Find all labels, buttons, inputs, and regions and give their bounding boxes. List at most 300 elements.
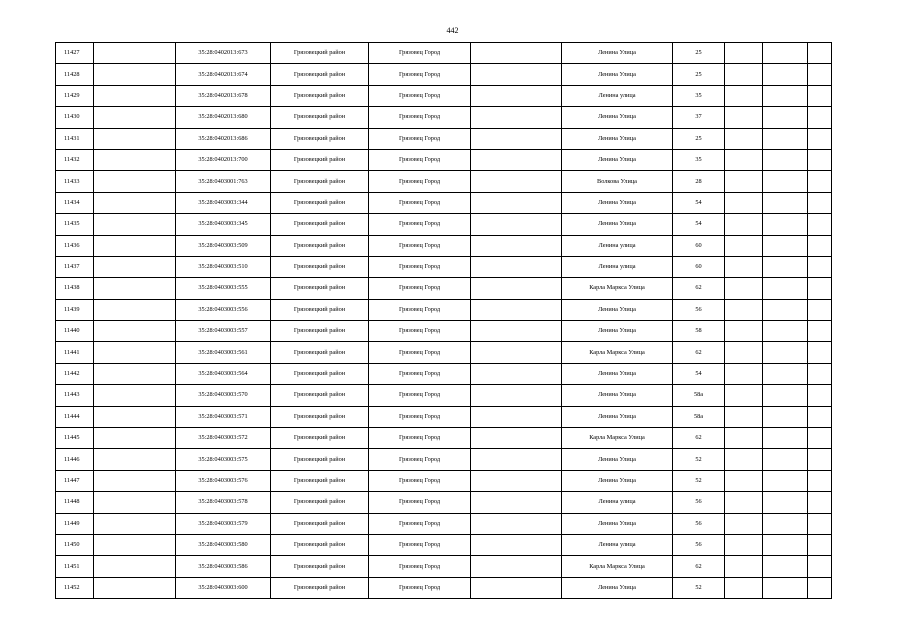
- cell-cadastral-number: 35:28:0403003:510: [176, 256, 271, 277]
- cell-street: Карла Маркса Улица: [562, 556, 673, 577]
- cell-district: Грязовецкий район: [271, 235, 369, 256]
- cell-blank-col: [94, 321, 176, 342]
- cell-blank-col-2: [471, 363, 562, 384]
- cell-extra-col-1: [725, 64, 763, 85]
- cell-blank-col: [94, 385, 176, 406]
- cell-settlement: Грязовец Город: [369, 278, 471, 299]
- cell-district: Грязовецкий район: [271, 428, 369, 449]
- cell-extra-col-1: [725, 214, 763, 235]
- cell-extra-col-3: [808, 363, 832, 384]
- table-row: [56, 171, 832, 192]
- cell-cadastral-number: 35:28:0403003:571: [176, 406, 271, 427]
- cell-cadastral-number: 35:28:0403003:600: [176, 577, 271, 598]
- cell-cadastral-number: 35:28:0402013:680: [176, 107, 271, 128]
- cell-cadastral-number: 35:28:0403003:578: [176, 492, 271, 513]
- table-row: [56, 192, 832, 213]
- cell-settlement: Грязовец Город: [369, 406, 471, 427]
- cell-extra-col-2: [763, 214, 808, 235]
- table-row: [56, 128, 832, 149]
- cell-extra-col-2: [763, 513, 808, 534]
- cell-extra-col-3: [808, 43, 832, 64]
- cell-district: Грязовецкий район: [271, 449, 369, 470]
- cell-extra-col-3: [808, 192, 832, 213]
- cell-house-number: 52: [673, 470, 725, 491]
- cell-street: Карла Маркса Улица: [562, 278, 673, 299]
- cell-house-number: 62: [673, 556, 725, 577]
- cell-extra-col-2: [763, 43, 808, 64]
- cell-cadastral-number: 35:28:0403003:576: [176, 470, 271, 491]
- cell-blank-col: [94, 128, 176, 149]
- cell-extra-col-2: [763, 85, 808, 106]
- cell-settlement: Грязовец Город: [369, 577, 471, 598]
- cell-blank-col: [94, 470, 176, 491]
- cell-blank-col: [94, 534, 176, 555]
- cell-settlement: Грязовец Город: [369, 513, 471, 534]
- cell-house-number: 25: [673, 64, 725, 85]
- cell-extra-col-2: [763, 171, 808, 192]
- cell-record-number: 11447: [56, 470, 94, 491]
- cell-extra-col-1: [725, 192, 763, 213]
- cell-record-number: 11435: [56, 214, 94, 235]
- cell-street: Волкова Улица: [562, 171, 673, 192]
- cell-district: Грязовецкий район: [271, 556, 369, 577]
- cell-cadastral-number: 35:28:0403003:555: [176, 278, 271, 299]
- cell-record-number: 11429: [56, 85, 94, 106]
- cell-record-number: 11449: [56, 513, 94, 534]
- cell-extra-col-2: [763, 321, 808, 342]
- cell-street: Карла Маркса Улица: [562, 428, 673, 449]
- cell-blank-col: [94, 256, 176, 277]
- cell-district: Грязовецкий район: [271, 299, 369, 320]
- cell-cadastral-number: 35:28:0402013:700: [176, 149, 271, 170]
- cell-settlement: Грязовец Город: [369, 534, 471, 555]
- cell-cadastral-number: 35:28:0403003:572: [176, 428, 271, 449]
- cell-cadastral-number: 35:28:0403003:580: [176, 534, 271, 555]
- cell-district: Грязовецкий район: [271, 321, 369, 342]
- cell-district: Грязовецкий район: [271, 513, 369, 534]
- cell-extra-col-1: [725, 406, 763, 427]
- cell-cadastral-number: 35:28:0402013:686: [176, 128, 271, 149]
- cell-cadastral-number: 35:28:0403003:564: [176, 363, 271, 384]
- cell-extra-col-1: [725, 43, 763, 64]
- cell-blank-col-2: [471, 556, 562, 577]
- cell-extra-col-3: [808, 85, 832, 106]
- table-row: [56, 235, 832, 256]
- cell-settlement: Грязовец Город: [369, 214, 471, 235]
- cell-blank-col-2: [471, 149, 562, 170]
- cell-extra-col-2: [763, 470, 808, 491]
- table-row: [56, 513, 832, 534]
- cell-record-number: 11445: [56, 428, 94, 449]
- cell-extra-col-1: [725, 492, 763, 513]
- cell-blank-col: [94, 492, 176, 513]
- cell-blank-col-2: [471, 428, 562, 449]
- cell-extra-col-2: [763, 385, 808, 406]
- cell-cadastral-number: 35:28:0403003:561: [176, 342, 271, 363]
- cell-district: Грязовецкий район: [271, 107, 369, 128]
- cell-blank-col: [94, 43, 176, 64]
- cell-settlement: Грязовец Город: [369, 492, 471, 513]
- cell-settlement: Грязовец Город: [369, 256, 471, 277]
- cell-blank-col-2: [471, 385, 562, 406]
- cell-record-number: 11441: [56, 342, 94, 363]
- table-row: [56, 577, 832, 598]
- cell-cadastral-number: 35:28:0402013:678: [176, 85, 271, 106]
- cell-extra-col-1: [725, 428, 763, 449]
- cell-extra-col-3: [808, 256, 832, 277]
- cell-extra-col-3: [808, 385, 832, 406]
- cell-blank-col: [94, 299, 176, 320]
- cell-settlement: Грязовец Город: [369, 385, 471, 406]
- table-row: [56, 256, 832, 277]
- cell-record-number: 11440: [56, 321, 94, 342]
- cell-house-number: 52: [673, 449, 725, 470]
- cell-settlement: Грязовец Город: [369, 428, 471, 449]
- cell-district: Грязовецкий район: [271, 278, 369, 299]
- cell-blank-col-2: [471, 64, 562, 85]
- cell-extra-col-2: [763, 556, 808, 577]
- cell-street: Ленина Улица: [562, 214, 673, 235]
- cell-extra-col-1: [725, 299, 763, 320]
- cell-extra-col-3: [808, 321, 832, 342]
- cell-extra-col-3: [808, 278, 832, 299]
- cell-extra-col-1: [725, 85, 763, 106]
- cell-extra-col-1: [725, 534, 763, 555]
- cell-record-number: 11427: [56, 43, 94, 64]
- cell-extra-col-1: [725, 128, 763, 149]
- cell-extra-col-3: [808, 556, 832, 577]
- cell-house-number: 60: [673, 235, 725, 256]
- cell-street: Ленина улица: [562, 235, 673, 256]
- table-row: [56, 534, 832, 555]
- cell-blank-col-2: [471, 299, 562, 320]
- cell-blank-col: [94, 192, 176, 213]
- cell-extra-col-2: [763, 192, 808, 213]
- cell-extra-col-3: [808, 235, 832, 256]
- cell-record-number: 11431: [56, 128, 94, 149]
- cell-house-number: 37: [673, 107, 725, 128]
- cell-extra-col-1: [725, 342, 763, 363]
- registry-table: [55, 42, 832, 599]
- cell-extra-col-3: [808, 299, 832, 320]
- cell-house-number: 54: [673, 192, 725, 213]
- cell-blank-col: [94, 556, 176, 577]
- cell-district: Грязовецкий район: [271, 149, 369, 170]
- cell-district: Грязовецкий район: [271, 43, 369, 64]
- cell-cadastral-number: 35:28:0403003:345: [176, 214, 271, 235]
- table-row: [56, 85, 832, 106]
- cell-blank-col: [94, 235, 176, 256]
- cell-blank-col-2: [471, 449, 562, 470]
- cell-street: Ленина Улица: [562, 107, 673, 128]
- cell-extra-col-3: [808, 470, 832, 491]
- cell-house-number: 52: [673, 577, 725, 598]
- cell-house-number: 58: [673, 321, 725, 342]
- cell-blank-col-2: [471, 278, 562, 299]
- cell-district: Грязовецкий район: [271, 534, 369, 555]
- cell-settlement: Грязовец Город: [369, 321, 471, 342]
- cell-extra-col-3: [808, 214, 832, 235]
- table-row: [56, 406, 832, 427]
- cell-record-number: 11430: [56, 107, 94, 128]
- cell-street: Ленина Улица: [562, 577, 673, 598]
- cell-record-number: 11448: [56, 492, 94, 513]
- cell-cadastral-number: 35:28:0403001:763: [176, 171, 271, 192]
- cell-district: Грязовецкий район: [271, 256, 369, 277]
- cell-extra-col-2: [763, 577, 808, 598]
- cell-extra-col-2: [763, 256, 808, 277]
- cell-street: Ленина Улица: [562, 192, 673, 213]
- cell-blank-col: [94, 406, 176, 427]
- cell-district: Грязовецкий район: [271, 492, 369, 513]
- cell-district: Грязовецкий район: [271, 342, 369, 363]
- cell-district: Грязовецкий район: [271, 214, 369, 235]
- cell-cadastral-number: 35:28:0403003:557: [176, 321, 271, 342]
- cell-cadastral-number: 35:28:0402013:674: [176, 64, 271, 85]
- cell-street: Ленина Улица: [562, 299, 673, 320]
- cell-extra-col-3: [808, 428, 832, 449]
- cell-house-number: 62: [673, 428, 725, 449]
- cell-house-number: 25: [673, 43, 725, 64]
- cell-cadastral-number: 35:28:0403003:586: [176, 556, 271, 577]
- cell-house-number: 62: [673, 278, 725, 299]
- cell-house-number: 58а: [673, 406, 725, 427]
- cell-blank-col: [94, 513, 176, 534]
- cell-extra-col-3: [808, 342, 832, 363]
- cell-settlement: Грязовец Город: [369, 342, 471, 363]
- cell-record-number: 11433: [56, 171, 94, 192]
- cell-street: Ленина улица: [562, 534, 673, 555]
- cell-house-number: 56: [673, 492, 725, 513]
- cell-blank-col: [94, 85, 176, 106]
- cell-record-number: 11428: [56, 64, 94, 85]
- cell-extra-col-2: [763, 107, 808, 128]
- table-row: [56, 428, 832, 449]
- table-row: [56, 299, 832, 320]
- cell-district: Грязовецкий район: [271, 385, 369, 406]
- cell-extra-col-1: [725, 513, 763, 534]
- cell-district: Грязовецкий район: [271, 64, 369, 85]
- cell-street: Карла Маркса Улица: [562, 342, 673, 363]
- cell-extra-col-3: [808, 534, 832, 555]
- cell-record-number: 11438: [56, 278, 94, 299]
- cell-extra-col-3: [808, 577, 832, 598]
- table-row: [56, 342, 832, 363]
- cell-house-number: 58а: [673, 385, 725, 406]
- cell-settlement: Грязовец Город: [369, 43, 471, 64]
- cell-settlement: Грязовец Город: [369, 449, 471, 470]
- cell-cadastral-number: 35:28:0403003:344: [176, 192, 271, 213]
- cell-blank-col-2: [471, 235, 562, 256]
- cell-cadastral-number: 35:28:0403003:509: [176, 235, 271, 256]
- cell-street: Ленина Улица: [562, 64, 673, 85]
- table-row: [56, 492, 832, 513]
- cell-extra-col-1: [725, 363, 763, 384]
- cell-cadastral-number: 35:28:0403003:579: [176, 513, 271, 534]
- cell-record-number: 11439: [56, 299, 94, 320]
- cell-house-number: 56: [673, 534, 725, 555]
- cell-blank-col: [94, 363, 176, 384]
- cell-blank-col-2: [471, 492, 562, 513]
- cell-blank-col-2: [471, 406, 562, 427]
- cell-record-number: 11432: [56, 149, 94, 170]
- table-row: [56, 278, 832, 299]
- cell-blank-col-2: [471, 107, 562, 128]
- table-row: [56, 107, 832, 128]
- cell-blank-col-2: [471, 577, 562, 598]
- table-row: [56, 449, 832, 470]
- cell-extra-col-3: [808, 406, 832, 427]
- cell-extra-col-2: [763, 235, 808, 256]
- table-row: [56, 64, 832, 85]
- cell-extra-col-3: [808, 492, 832, 513]
- cell-extra-col-3: [808, 128, 832, 149]
- cell-street: Ленина Улица: [562, 363, 673, 384]
- cell-street: Ленина Улица: [562, 470, 673, 491]
- cell-extra-col-1: [725, 577, 763, 598]
- table-row: [56, 149, 832, 170]
- cell-blank-col-2: [471, 321, 562, 342]
- cell-district: Грязовецкий район: [271, 577, 369, 598]
- cell-blank-col-2: [471, 43, 562, 64]
- cell-street: Ленина улица: [562, 256, 673, 277]
- cell-extra-col-1: [725, 256, 763, 277]
- cell-extra-col-2: [763, 342, 808, 363]
- cell-blank-col: [94, 64, 176, 85]
- cell-extra-col-2: [763, 534, 808, 555]
- cell-house-number: 28: [673, 171, 725, 192]
- cell-extra-col-2: [763, 278, 808, 299]
- cell-extra-col-1: [725, 149, 763, 170]
- cell-extra-col-2: [763, 428, 808, 449]
- cell-record-number: 11451: [56, 556, 94, 577]
- cell-street: Ленина Улица: [562, 513, 673, 534]
- cell-blank-col: [94, 149, 176, 170]
- cell-cadastral-number: 35:28:0403003:556: [176, 299, 271, 320]
- cell-record-number: 11452: [56, 577, 94, 598]
- table-row: [56, 470, 832, 491]
- cell-extra-col-2: [763, 299, 808, 320]
- cell-settlement: Грязовец Город: [369, 299, 471, 320]
- cell-blank-col-2: [471, 171, 562, 192]
- cell-street: Ленина Улица: [562, 43, 673, 64]
- cell-blank-col: [94, 278, 176, 299]
- cell-extra-col-2: [763, 149, 808, 170]
- cell-blank-col-2: [471, 192, 562, 213]
- cell-extra-col-2: [763, 363, 808, 384]
- cell-settlement: Грязовец Город: [369, 556, 471, 577]
- cell-blank-col-2: [471, 214, 562, 235]
- cell-settlement: Грязовец Город: [369, 171, 471, 192]
- cell-extra-col-2: [763, 449, 808, 470]
- cell-settlement: Грязовец Город: [369, 128, 471, 149]
- cell-record-number: 11443: [56, 385, 94, 406]
- cell-extra-col-2: [763, 406, 808, 427]
- cell-house-number: 54: [673, 214, 725, 235]
- cell-house-number: 54: [673, 363, 725, 384]
- cell-blank-col-2: [471, 534, 562, 555]
- cell-cadastral-number: 35:28:0402013:673: [176, 43, 271, 64]
- cell-cadastral-number: 35:28:0403003:575: [176, 449, 271, 470]
- cell-street: Ленина улица: [562, 85, 673, 106]
- cell-extra-col-1: [725, 278, 763, 299]
- cell-extra-col-1: [725, 321, 763, 342]
- cell-blank-col-2: [471, 85, 562, 106]
- table-row: [56, 214, 832, 235]
- cell-extra-col-2: [763, 128, 808, 149]
- cell-house-number: 35: [673, 149, 725, 170]
- cell-district: Грязовецкий район: [271, 470, 369, 491]
- cell-settlement: Грязовец Город: [369, 192, 471, 213]
- cell-blank-col: [94, 577, 176, 598]
- table-row: [56, 556, 832, 577]
- cell-record-number: 11450: [56, 534, 94, 555]
- cell-street: Ленина Улица: [562, 385, 673, 406]
- cell-record-number: 11446: [56, 449, 94, 470]
- cell-extra-col-1: [725, 235, 763, 256]
- cell-settlement: Грязовец Город: [369, 363, 471, 384]
- cell-extra-col-2: [763, 64, 808, 85]
- cell-settlement: Грязовец Город: [369, 107, 471, 128]
- cell-district: Грязовецкий район: [271, 128, 369, 149]
- cell-blank-col: [94, 449, 176, 470]
- cell-settlement: Грязовец Город: [369, 470, 471, 491]
- cell-extra-col-1: [725, 470, 763, 491]
- cell-house-number: 56: [673, 513, 725, 534]
- cell-extra-col-3: [808, 449, 832, 470]
- cell-record-number: 11444: [56, 406, 94, 427]
- cell-blank-col: [94, 171, 176, 192]
- cell-street: Ленина Улица: [562, 406, 673, 427]
- cell-district: Грязовецкий район: [271, 192, 369, 213]
- cell-street: Ленина улица: [562, 492, 673, 513]
- cell-house-number: 56: [673, 299, 725, 320]
- cell-blank-col-2: [471, 256, 562, 277]
- cell-blank-col-2: [471, 470, 562, 491]
- cell-extra-col-1: [725, 449, 763, 470]
- cell-street: Ленина Улица: [562, 149, 673, 170]
- cell-settlement: Грязовец Город: [369, 64, 471, 85]
- cell-extra-col-1: [725, 385, 763, 406]
- cell-record-number: 11434: [56, 192, 94, 213]
- cell-blank-col-2: [471, 342, 562, 363]
- cell-extra-col-2: [763, 492, 808, 513]
- cell-extra-col-3: [808, 513, 832, 534]
- cell-extra-col-3: [808, 107, 832, 128]
- cell-extra-col-1: [725, 171, 763, 192]
- cell-record-number: 11437: [56, 256, 94, 277]
- cell-extra-col-3: [808, 149, 832, 170]
- cell-house-number: 60: [673, 256, 725, 277]
- cell-blank-col: [94, 428, 176, 449]
- table-row: [56, 363, 832, 384]
- cell-extra-col-1: [725, 107, 763, 128]
- cell-settlement: Грязовец Город: [369, 85, 471, 106]
- cell-cadastral-number: 35:28:0403003:570: [176, 385, 271, 406]
- cell-district: Грязовецкий район: [271, 406, 369, 427]
- cell-street: Ленина Улица: [562, 321, 673, 342]
- cell-house-number: 62: [673, 342, 725, 363]
- cell-blank-col: [94, 107, 176, 128]
- cell-record-number: 11442: [56, 363, 94, 384]
- cell-blank-col: [94, 214, 176, 235]
- cell-street: Ленина Улица: [562, 449, 673, 470]
- cell-district: Грязовецкий район: [271, 171, 369, 192]
- cell-house-number: 35: [673, 85, 725, 106]
- cell-district: Грязовецкий район: [271, 85, 369, 106]
- cell-record-number: 11436: [56, 235, 94, 256]
- cell-district: Грязовецкий район: [271, 363, 369, 384]
